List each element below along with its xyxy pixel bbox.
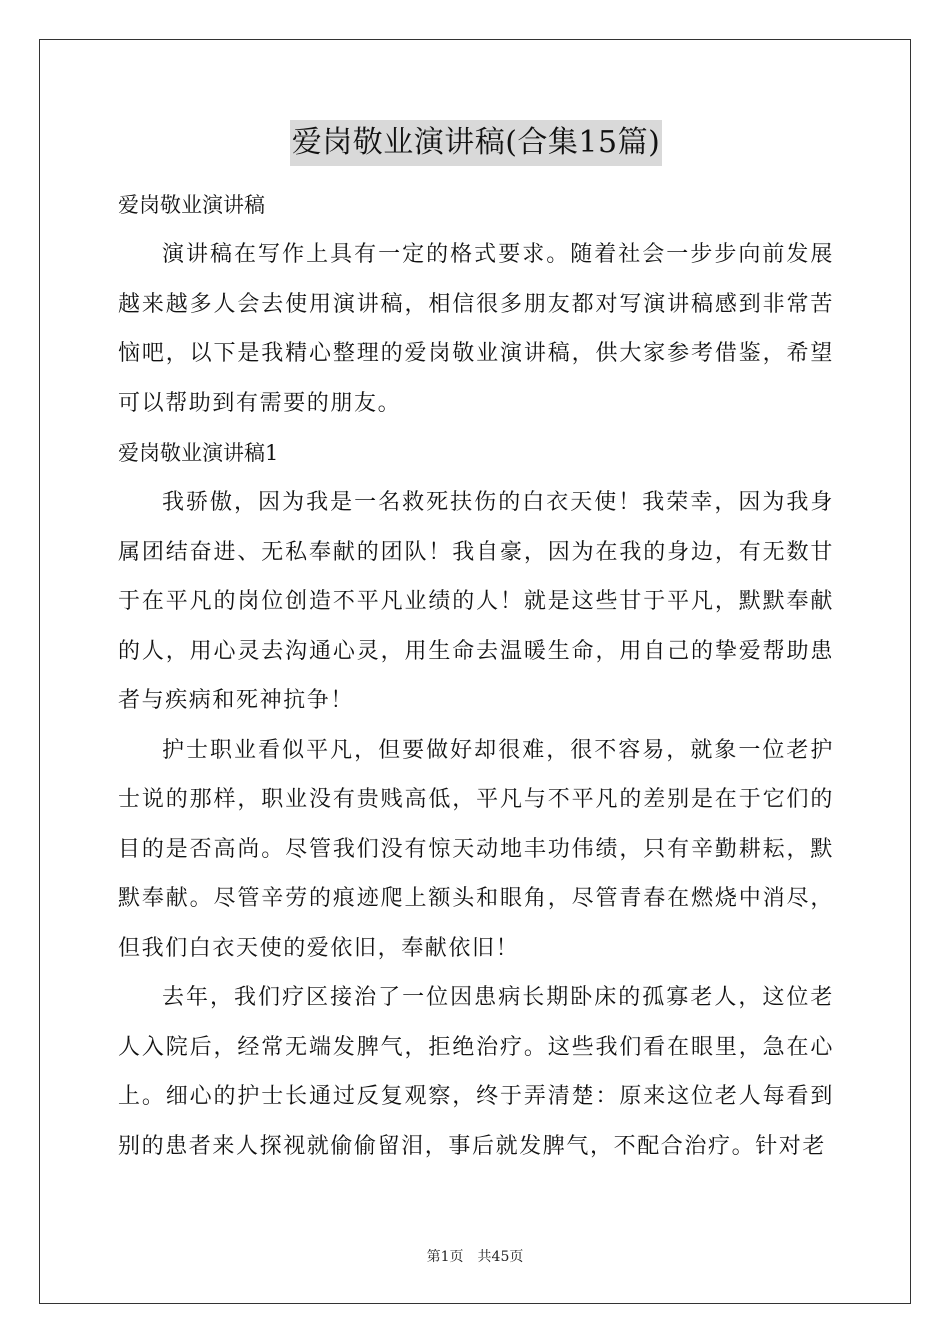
document-body [118,120,834,1171]
intro-paragraph: 演讲稿在写作上具有一定的格式要求。随着社会一步步向前发展越来越多人会去使用演讲稿，相信很多朋友都对写演讲稿感到非常苦恼吧，以下是我精心整理的爱岗敬业演讲稿，供大家参考借鉴，希望可以帮助到有需要的朋友。 [118,242,834,416]
page-total: 共45页 [477,1249,524,1265]
document-title: 爱岗敬业演讲稿(合集15篇) [290,120,663,166]
title-container [118,120,834,166]
body-paragraph: 我骄傲，因为我是一名救死扶伤的白衣天使！我荣幸，因为我身属团结奋进、无私奉献的团队！我自豪，因为在我的身边，有无数甘于在平凡的岗位创造不平凡业绩的人！就是这些甘于平凡，默默奉献的人，用心灵去沟通心灵，用生命去温暖生命，用自己的挚爱帮助患者与疾病和死神抗争！ [118,490,834,713]
section-heading: 爱岗敬业演讲稿1 [118,441,279,465]
intro-heading: 爱岗敬业演讲稿 [118,193,265,217]
body-paragraph: 护士职业看似平凡，但要做好却很难，很不容易，就象一位老护士说的那样，职业没有贵贱高低，平凡与不平凡的差别是在于它们的目的是否高尚。尽管我们没有惊天动地丰功伟绩，只有辛勤耕耘，默默奉献。尽管辛劳的痕迹爬上额头和眼角，尽管青春在燃烧中消尽，但我们白衣天使的爱依旧，奉献依旧！ [118,737,834,961]
page-footer [0,1246,950,1266]
page-number: 第1页 [426,1249,464,1265]
body-paragraph: 去年，我们疗区接治了一位因患病长期卧床的孤寡老人，这位老人入院后，经常无端发脾气，拒绝治疗。这些我们看在眼里，急在心上。细心的护士长通过反复观察，终于弄清楚：原来这位老人每看到别的患者来人探视就偷偷留泪，事后就发脾气，不配合治疗。针对老 [118,985,834,1159]
